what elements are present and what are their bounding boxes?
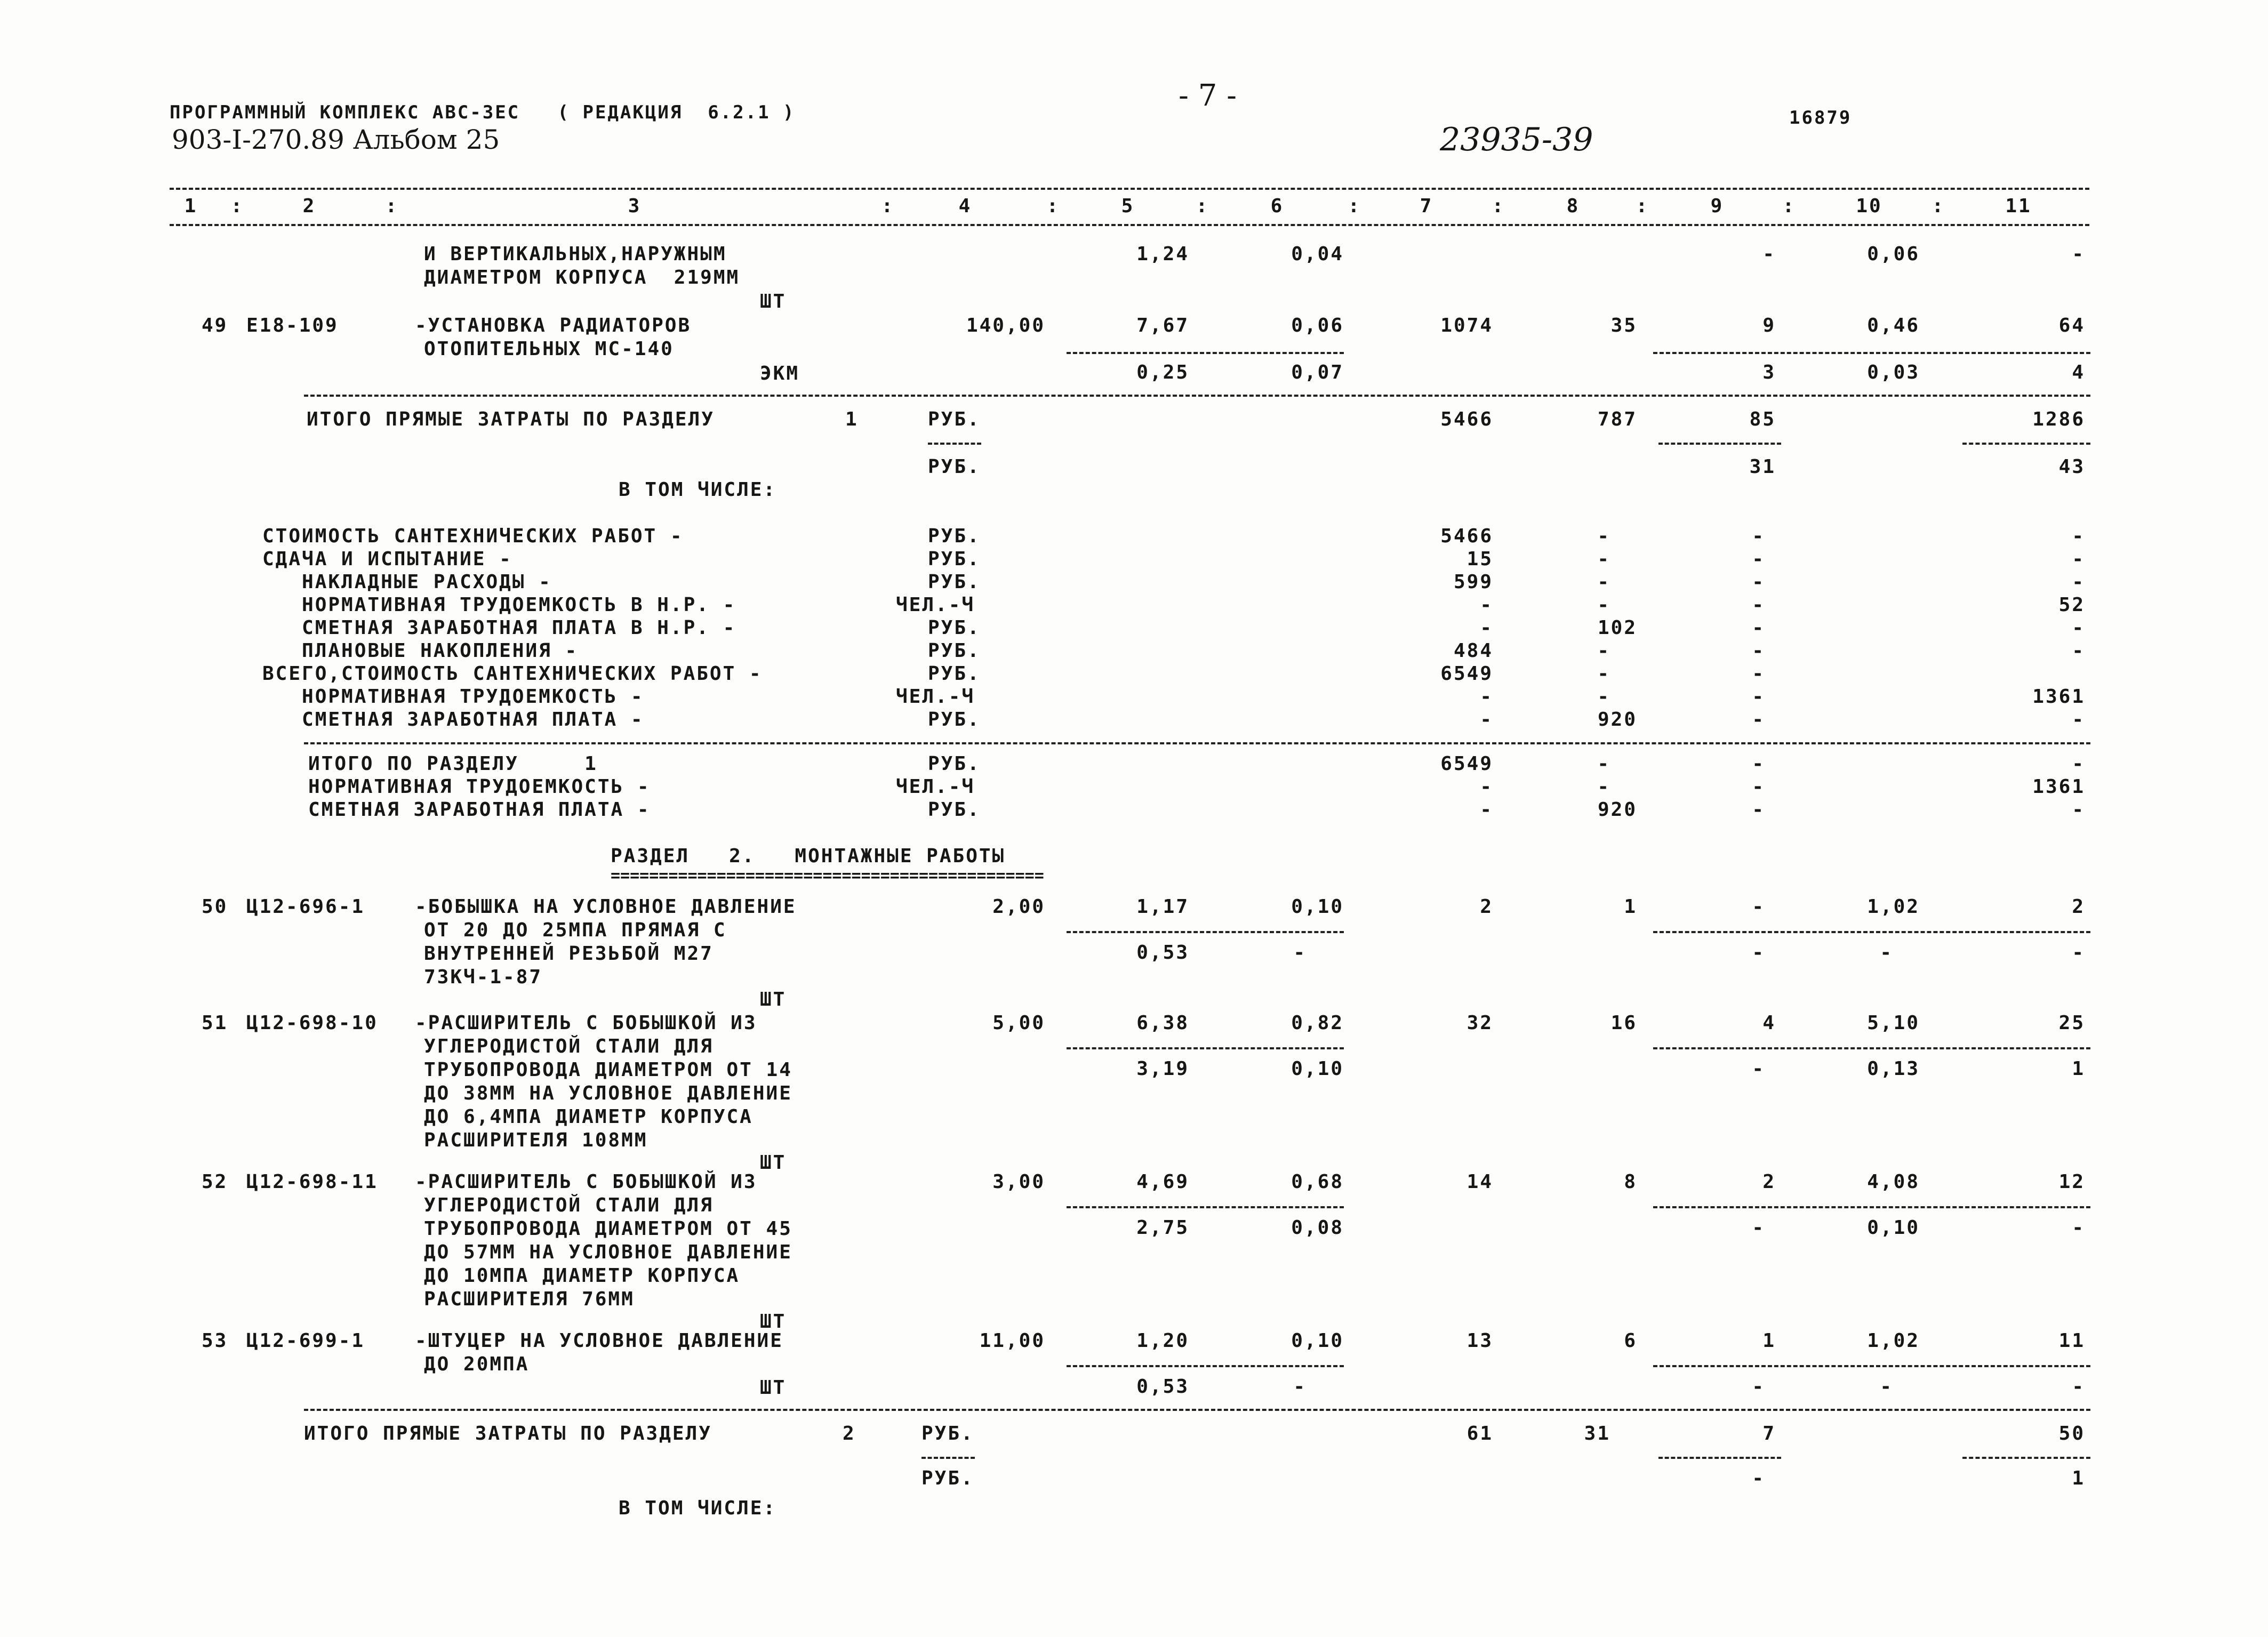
- row-description: ДО 57ММ НА УСЛОВНОЕ ДАВЛЕНИЕ: [424, 1241, 792, 1263]
- cell-5b: 0,53: [1136, 942, 1189, 964]
- including-label: В ТОМ ЧИСЛЕ:: [619, 479, 777, 501]
- cell-8: 35: [1610, 315, 1637, 336]
- cell-6: 0,04: [1291, 243, 1344, 265]
- summary-unit: РУБ.: [928, 799, 981, 821]
- cell-5: 1,24: [1136, 243, 1189, 265]
- cell-7: 15: [1466, 548, 1493, 570]
- breakdown-unit: ЧЕЛ.-Ч: [896, 594, 975, 616]
- cell-11b: -: [2072, 1376, 2085, 1398]
- cell-7: 13: [1466, 1330, 1493, 1352]
- row-number: 50: [202, 896, 228, 918]
- row-description: ДИАМЕТРОМ КОРПУСА 219ММ: [424, 267, 740, 288]
- subtotal-rule: [1067, 931, 1344, 933]
- cell-7: 6549: [1440, 753, 1493, 775]
- row-description: -БОБЫШКА НА УСЛОВНОЕ ДАВЛЕНИЕ: [415, 896, 797, 918]
- cell-6b: 0,08: [1291, 1217, 1344, 1239]
- col-8: 8: [1566, 195, 1580, 217]
- cell-10: 5,10: [1867, 1012, 1920, 1034]
- breakdown-unit: РУБ.: [928, 571, 981, 593]
- cell-8: -: [1597, 686, 1610, 708]
- cell-8: 6: [1624, 1330, 1637, 1352]
- cell-9: -: [1752, 799, 1765, 821]
- cell-11: -: [2072, 617, 2085, 639]
- cell-11b: 4: [2072, 362, 2085, 383]
- col-sep: :: [385, 195, 399, 217]
- cell-11: -: [2072, 753, 2085, 775]
- breakdown-unit: РУБ.: [928, 709, 981, 731]
- cell-8: 920: [1597, 799, 1637, 821]
- row-code: Ц12-696-1: [246, 896, 365, 918]
- row-code: Е18-109: [246, 315, 339, 336]
- col-sep: :: [230, 195, 244, 217]
- row-description: ДО 38ММ НА УСЛОВНОЕ ДАВЛЕНИЕ: [424, 1082, 792, 1104]
- cell-9: 2: [1762, 1171, 1776, 1193]
- cell-8: 1: [1624, 896, 1637, 918]
- subtotal-rule: [1653, 931, 2090, 933]
- subtotal-rule: [1653, 1047, 2090, 1049]
- breakdown-label: ПЛАНОВЫЕ НАКОПЛЕНИЯ -: [262, 640, 579, 662]
- cell-9b: -: [1752, 942, 1765, 964]
- cell-6: 0,06: [1291, 315, 1344, 336]
- cell-11: 52: [2058, 594, 2085, 616]
- cell-4: 140,00: [966, 315, 1045, 336]
- cell-9: -: [1752, 640, 1765, 662]
- row-description: ТРУБОПРОВОДА ДИАМЕТРОМ ОТ 45: [424, 1218, 792, 1240]
- cell-7: 14: [1466, 1171, 1493, 1193]
- subtotal-rule: [921, 1457, 975, 1459]
- cell-11: 1286: [2032, 408, 2085, 430]
- cell-9: -: [1752, 594, 1765, 616]
- row-code: Ц12-699-1: [246, 1330, 365, 1352]
- cell-10: 4,08: [1867, 1171, 1920, 1193]
- col-sep: :: [1932, 195, 1945, 217]
- cell-7: 32: [1466, 1012, 1493, 1034]
- col-sep: :: [881, 195, 895, 217]
- col-1: 1: [184, 195, 198, 217]
- cell-11: -: [2072, 243, 2085, 265]
- summary-label: ИТОГО ПО РАЗДЕЛУ 1: [308, 753, 598, 775]
- row-description: -РАСШИРИТЕЛЬ С БОБЫШКОЙ ИЗ: [415, 1012, 757, 1034]
- cell-7: 6549: [1440, 663, 1493, 685]
- row-unit: ШТ: [760, 291, 787, 312]
- cell-5b: 0,25: [1136, 362, 1189, 383]
- col-sep: :: [1492, 195, 1505, 217]
- cell-8: 16: [1610, 1012, 1637, 1034]
- cell-10b: -: [1880, 942, 1893, 964]
- cell-7: 5466: [1440, 525, 1493, 547]
- cell-6: 0,10: [1291, 896, 1344, 918]
- cell-10b: 0,03: [1867, 362, 1920, 383]
- subtotal-rule: [1067, 352, 1344, 354]
- cell-7: -: [1480, 776, 1493, 798]
- cell-8: 787: [1597, 408, 1637, 430]
- col-9: 9: [1710, 195, 1724, 217]
- cell-6: 0,68: [1291, 1171, 1344, 1193]
- row-description: -УСТАНОВКА РАДИАТОРОВ: [415, 315, 692, 336]
- cell-9: -: [1752, 709, 1765, 731]
- cell-9b: -: [1752, 1467, 1765, 1489]
- summary-unit: РУБ.: [928, 753, 981, 775]
- row-number: 52: [202, 1171, 228, 1193]
- cell-7: 2: [1480, 896, 1493, 918]
- total-unit: РУБ.: [921, 1423, 974, 1445]
- row-unit: ЭКМ: [760, 363, 800, 384]
- cell-8: 102: [1597, 617, 1637, 639]
- cell-11: -: [2072, 548, 2085, 570]
- col-6: 6: [1270, 195, 1284, 217]
- total-label: ИТОГО ПРЯМЫЕ ЗАТРАТЫ ПО РАЗДЕЛУ: [304, 1423, 712, 1445]
- cell-5: 1,20: [1136, 1330, 1189, 1352]
- cell-11: 2: [2072, 896, 2085, 918]
- row-description: ВНУТРЕННЕЙ РЕЗЬБОЙ М27: [424, 943, 714, 965]
- cell-10: 0,06: [1867, 243, 1920, 265]
- breakdown-label: НОРМАТИВНАЯ ТРУДОЕМКОСТЬ В Н.Р. -: [262, 594, 736, 616]
- cell-9: -: [1752, 896, 1765, 918]
- summary-label: НОРМАТИВНАЯ ТРУДОЕМКОСТЬ -: [308, 776, 651, 798]
- album-title: 903-I-270.89 Альбом 25: [172, 124, 500, 155]
- cell-11b: -: [2072, 1217, 2085, 1239]
- row-unit: ШТ: [760, 1377, 787, 1399]
- breakdown-unit: РУБ.: [928, 640, 981, 662]
- section-rule: [304, 395, 2090, 397]
- row-unit: ШТ: [760, 1311, 787, 1333]
- cell-8: 31: [1584, 1423, 1610, 1445]
- cell-9: -: [1752, 663, 1765, 685]
- breakdown-label: НОРМАТИВНАЯ ТРУДОЕМКОСТЬ -: [262, 686, 644, 708]
- row-unit: ШТ: [760, 1152, 787, 1174]
- total-unit-2: РУБ.: [921, 1467, 974, 1489]
- col-sep: :: [1782, 195, 1796, 217]
- cell-8: -: [1597, 776, 1610, 798]
- cell-8: -: [1597, 594, 1610, 616]
- cell-8: -: [1597, 571, 1610, 593]
- cell-10: 1,02: [1867, 896, 1920, 918]
- cell-8: -: [1597, 663, 1610, 685]
- subtotal-rule: [1653, 1365, 2090, 1367]
- cell-11: -: [2072, 571, 2085, 593]
- section-rule: [304, 742, 2090, 744]
- cell-6b: -: [1293, 1376, 1307, 1398]
- cell-9: -: [1752, 753, 1765, 775]
- subtotal-rule: [1653, 352, 2090, 354]
- cell-11: -: [2072, 640, 2085, 662]
- total-section-number: 2: [843, 1423, 856, 1445]
- col-2: 2: [302, 195, 316, 217]
- row-description: РАСШИРИТЕЛЯ 76ММ: [424, 1288, 635, 1310]
- cell-7: -: [1480, 594, 1493, 616]
- subtotal-rule: [1067, 1047, 1344, 1049]
- row-code: Ц12-698-10: [246, 1012, 378, 1034]
- col-7: 7: [1420, 195, 1433, 217]
- cell-5: 4,69: [1136, 1171, 1189, 1193]
- cell-4: 11,00: [979, 1330, 1045, 1352]
- col-10: 10: [1856, 195, 1882, 217]
- row-description: ОТОПИТЕЛЬНЫХ МС-140: [424, 338, 674, 360]
- row-description: ДО 10МПА ДИАМЕТР КОРПУСА: [424, 1265, 740, 1287]
- cell-11: 64: [2058, 315, 2085, 336]
- cell-11: 50: [2058, 1423, 2085, 1445]
- row-description: ТРУБОПРОВОДА ДИАМЕТРОМ ОТ 14: [424, 1059, 792, 1081]
- cell-5: 1,17: [1136, 896, 1189, 918]
- cell-9b: 31: [1749, 456, 1776, 478]
- cell-11: 1361: [2032, 776, 2085, 798]
- section-rule: [304, 1409, 2090, 1411]
- cell-9: -: [1752, 571, 1765, 593]
- breakdown-label: СМЕТНАЯ ЗАРАБОТНАЯ ПЛАТА -: [262, 709, 644, 731]
- col-4: 4: [958, 195, 972, 217]
- cell-5b: 0,53: [1136, 1376, 1189, 1398]
- total-unit-2: РУБ.: [928, 456, 981, 478]
- subtotal-rule: [1653, 1206, 2090, 1208]
- section2-heading: РАЗДЕЛ 2. МОНТАЖНЫЕ РАБОТЫ: [611, 845, 1006, 867]
- total-unit: РУБ.: [928, 408, 981, 430]
- page-number: - 7 -: [1179, 78, 1237, 113]
- cell-10: 0,46: [1867, 315, 1920, 336]
- subtotal-rule: [928, 443, 981, 445]
- cell-9: 85: [1749, 408, 1776, 430]
- cell-5b: 3,19: [1136, 1058, 1189, 1080]
- row-description: ДО 6,4МПА ДИАМЕТР КОРПУСА: [424, 1106, 753, 1128]
- row-description: -ШТУЦЕР НА УСЛОВНОЕ ДАВЛЕНИЕ: [415, 1330, 783, 1352]
- col-sep: :: [1636, 195, 1649, 217]
- section2-underline: =============================================: [611, 866, 1044, 885]
- sheet-code: 16879: [1789, 107, 1852, 129]
- cell-9: -: [1752, 617, 1765, 639]
- cell-9: -: [1762, 243, 1776, 265]
- subtotal-rule: [1658, 1457, 1781, 1459]
- cell-9b: -: [1752, 1217, 1765, 1239]
- cell-7: 5466: [1440, 408, 1493, 430]
- breakdown-unit: РУБ.: [928, 617, 981, 639]
- cell-8: -: [1597, 753, 1610, 775]
- cell-9: -: [1752, 686, 1765, 708]
- subtotal-rule: [1962, 1457, 2090, 1459]
- cell-11b: 1: [2072, 1058, 2085, 1080]
- cell-11: -: [2072, 799, 2085, 821]
- cell-9: 9: [1762, 315, 1776, 336]
- breakdown-unit: ЧЕЛ.-Ч: [896, 686, 975, 708]
- breakdown-label: ВСЕГО,СТОИМОСТЬ САНТЕХНИЧЕСКИХ РАБОТ -: [262, 663, 763, 685]
- cell-9: 1: [1762, 1330, 1776, 1352]
- total-section-number: 1: [845, 408, 859, 430]
- breakdown-unit: РУБ.: [928, 525, 981, 547]
- cell-8: -: [1597, 548, 1610, 570]
- row-description: ДО 20МПА: [424, 1353, 530, 1375]
- row-description: ОТ 20 ДО 25МПА ПРЯМАЯ С: [424, 919, 727, 941]
- col-sep: :: [1348, 195, 1361, 217]
- cell-6b: -: [1293, 942, 1307, 964]
- cell-8: 8: [1624, 1171, 1637, 1193]
- cell-11b: -: [2072, 942, 2085, 964]
- cell-7: 1074: [1440, 315, 1493, 336]
- cell-11: 11: [2058, 1330, 2085, 1352]
- including-label: В ТОМ ЧИСЛЕ:: [619, 1497, 777, 1519]
- header-rule-top: [170, 188, 2089, 190]
- cell-7: -: [1480, 686, 1493, 708]
- col-3: 3: [628, 195, 642, 217]
- summary-unit: ЧЕЛ.-Ч: [896, 776, 975, 798]
- cell-9b: -: [1752, 1058, 1765, 1080]
- subtotal-rule: [1067, 1206, 1344, 1208]
- subtotal-rule: [1067, 1365, 1344, 1367]
- breakdown-unit: РУБ.: [928, 548, 981, 570]
- cell-7: 61: [1466, 1423, 1493, 1445]
- cell-6b: 0,10: [1291, 1058, 1344, 1080]
- row-number: 51: [202, 1012, 228, 1034]
- row-description: И ВЕРТИКАЛЬНЫХ,НАРУЖНЫМ: [424, 243, 727, 265]
- breakdown-label: СМЕТНАЯ ЗАРАБОТНАЯ ПЛАТА В Н.Р. -: [262, 617, 736, 639]
- cell-11: -: [2072, 709, 2085, 731]
- cell-7: 484: [1453, 640, 1493, 662]
- cell-11: 1361: [2032, 686, 2085, 708]
- summary-label: СМЕТНАЯ ЗАРАБОТНАЯ ПЛАТА -: [308, 799, 651, 821]
- cell-11: 12: [2058, 1171, 2085, 1193]
- cell-6b: 0,07: [1291, 362, 1344, 383]
- row-code: Ц12-698-11: [246, 1171, 378, 1193]
- row-number: 49: [202, 315, 228, 336]
- cell-9b: 3: [1762, 362, 1776, 383]
- cell-5: 6,38: [1136, 1012, 1189, 1034]
- cell-9: -: [1752, 776, 1765, 798]
- row-description: УГЛЕРОДИСТОЙ СТАЛИ ДЛЯ: [424, 1036, 714, 1057]
- cell-6: 0,10: [1291, 1330, 1344, 1352]
- cell-7: -: [1480, 617, 1493, 639]
- breakdown-label: СДАЧА И ИСПЫТАНИЕ -: [262, 548, 512, 570]
- cell-11: -: [2072, 525, 2085, 547]
- row-number: 53: [202, 1330, 228, 1352]
- col-sep: :: [1046, 195, 1060, 217]
- cell-7: 599: [1453, 571, 1493, 593]
- cell-10b: 0,10: [1867, 1217, 1920, 1239]
- header-rule-bottom: [170, 224, 2089, 226]
- cell-9: -: [1752, 525, 1765, 547]
- cell-4: 2,00: [992, 896, 1045, 918]
- cell-9: 4: [1762, 1012, 1776, 1034]
- cell-10b: 0,13: [1867, 1058, 1920, 1080]
- cell-8: -: [1597, 525, 1610, 547]
- row-description: 73КЧ-1-87: [424, 966, 543, 988]
- row-description: -РАСШИРИТЕЛЬ С БОБЫШКОЙ ИЗ: [415, 1171, 757, 1193]
- row-description: РАСШИРИТЕЛЯ 108ММ: [424, 1129, 648, 1151]
- cell-9b: -: [1752, 1376, 1765, 1398]
- total-label: ИТОГО ПРЯМЫЕ ЗАТРАТЫ ПО РАЗДЕЛУ: [307, 408, 715, 430]
- breakdown-label: СТОИМОСТЬ САНТЕХНИЧЕСКИХ РАБОТ -: [262, 525, 684, 547]
- cell-9: 7: [1762, 1423, 1776, 1445]
- cell-10: 1,02: [1867, 1330, 1920, 1352]
- row-description: УГЛЕРОДИСТОЙ СТАЛИ ДЛЯ: [424, 1194, 714, 1216]
- cell-4: 5,00: [992, 1012, 1045, 1034]
- breakdown-unit: РУБ.: [928, 663, 981, 685]
- cell-10b: -: [1880, 1376, 1893, 1398]
- col-5: 5: [1121, 195, 1135, 217]
- cell-5: 7,67: [1136, 315, 1189, 336]
- cell-9: -: [1752, 548, 1765, 570]
- document-number: 23935-39: [1440, 121, 1593, 158]
- col-sep: :: [1196, 195, 1209, 217]
- subtotal-rule: [1962, 443, 2090, 445]
- program-title: ПРОГРАММНЫЙ КОМПЛЕКС АВС-3ЕС ( РЕДАКЦИЯ 6.2.1 ): [170, 102, 796, 123]
- cell-7: -: [1480, 709, 1493, 731]
- col-11: 11: [2005, 195, 2032, 217]
- cell-8: 920: [1597, 709, 1637, 731]
- cell-6: 0,82: [1291, 1012, 1344, 1034]
- row-unit: ШТ: [760, 989, 787, 1010]
- cell-11: 25: [2058, 1012, 2085, 1034]
- cell-7: -: [1480, 799, 1493, 821]
- subtotal-rule: [1658, 443, 1781, 445]
- cell-11b: 1: [2072, 1467, 2085, 1489]
- cell-11b: 43: [2058, 456, 2085, 478]
- breakdown-label: НАКЛАДНЫЕ РАСХОДЫ -: [262, 571, 552, 593]
- cell-5b: 2,75: [1136, 1217, 1189, 1239]
- cell-4: 3,00: [992, 1171, 1045, 1193]
- cell-8: -: [1597, 640, 1610, 662]
